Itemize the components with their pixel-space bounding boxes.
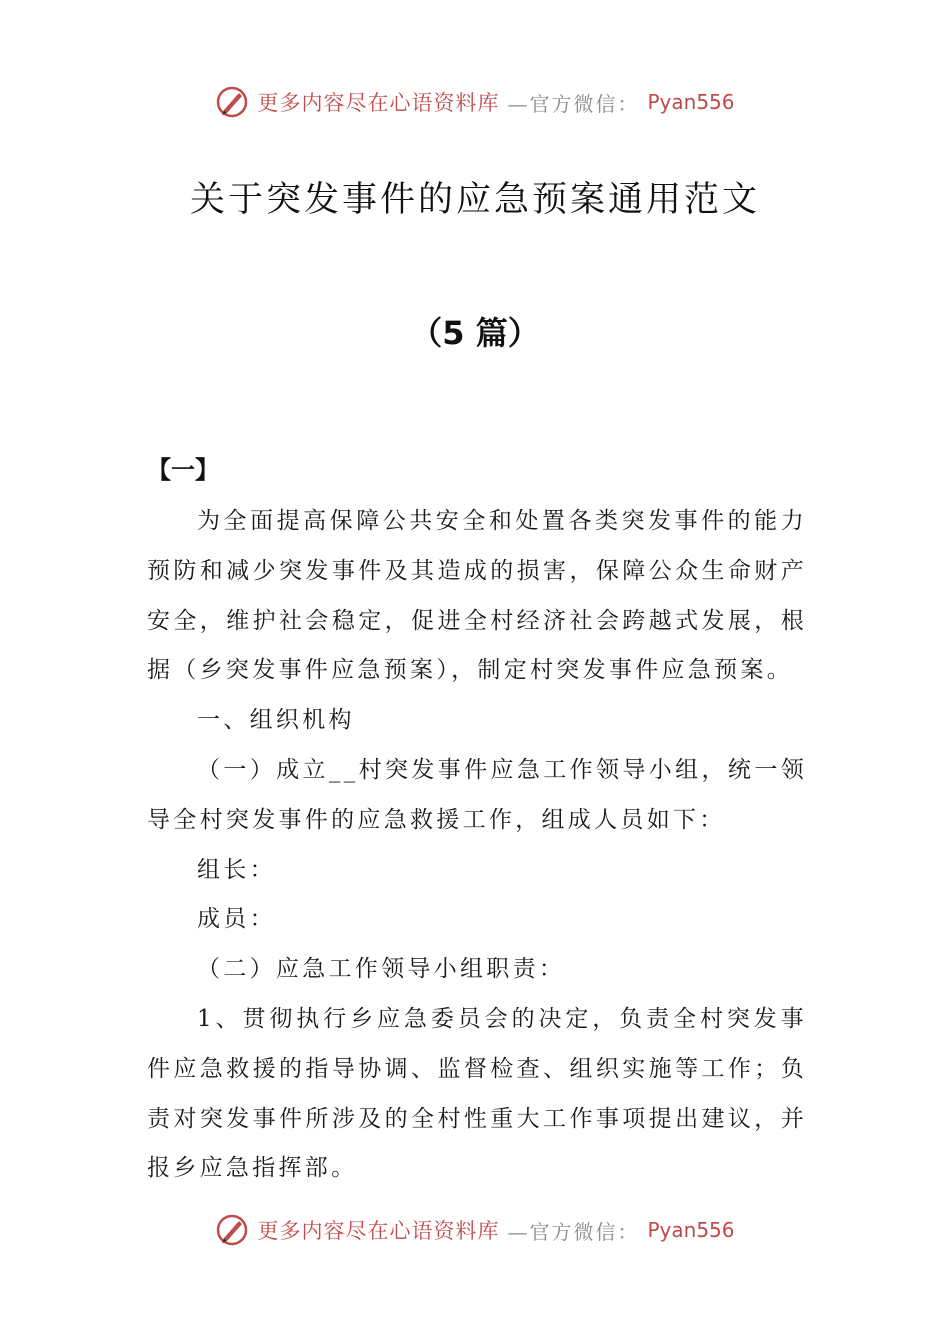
line-members: 成员：	[197, 906, 276, 933]
pen-logo-icon	[215, 85, 249, 119]
watermark-wechat-id: Pyan556	[647, 1218, 735, 1242]
pen-logo-icon	[215, 1213, 249, 1247]
header-watermark	[0, 80, 950, 124]
heading-group-duties: （二）应急工作领导小组职责：	[197, 956, 566, 983]
watermark-wechat-label: —官方微信：	[507, 1219, 640, 1244]
watermark-brand-text: 更多内容尽在心语资料库	[257, 91, 500, 115]
watermark-brand-text: 更多内容尽在心语资料库	[257, 1219, 500, 1243]
footer-watermark	[0, 1208, 950, 1252]
paragraph-leadership-group: （一）成立__村突发事件应急工作领导小组，统一领导全村突发事件的应急救援工作，组成人员如下：	[147, 756, 807, 833]
document-subtitle: （5 篇）	[410, 314, 540, 352]
paragraph-duty-1: 1、贯彻执行乡应急委员会的决定，负责全村突发事件应急救援的指导协调、监督检查、组织实施等工作；负责对突发事件所涉及的全村性重大工作事项提出建议，并报乡应急指挥部。	[147, 1005, 807, 1182]
paragraph-intro: 为全面提高保障公共安全和处置各类突发事件的能力预防和减少突发事件及其造成的损害，保障公众生命财产安全，维护社会稳定，促进全村经济社会跨越式发展，根据（乡突发事件应急预案），制定村突发事件应急预案。	[147, 508, 807, 684]
document-title: 关于突发事件的应急预案通用范文	[189, 180, 760, 220]
line-group-leader: 组长：	[197, 856, 276, 883]
document-body	[147, 497, 807, 1194]
heading-organization: 一、组织机构	[197, 707, 355, 734]
watermark-wechat-id: Pyan556	[647, 90, 735, 114]
watermark-wechat-label: —官方微信：	[507, 91, 640, 116]
section-label: 【一】	[147, 455, 219, 484]
